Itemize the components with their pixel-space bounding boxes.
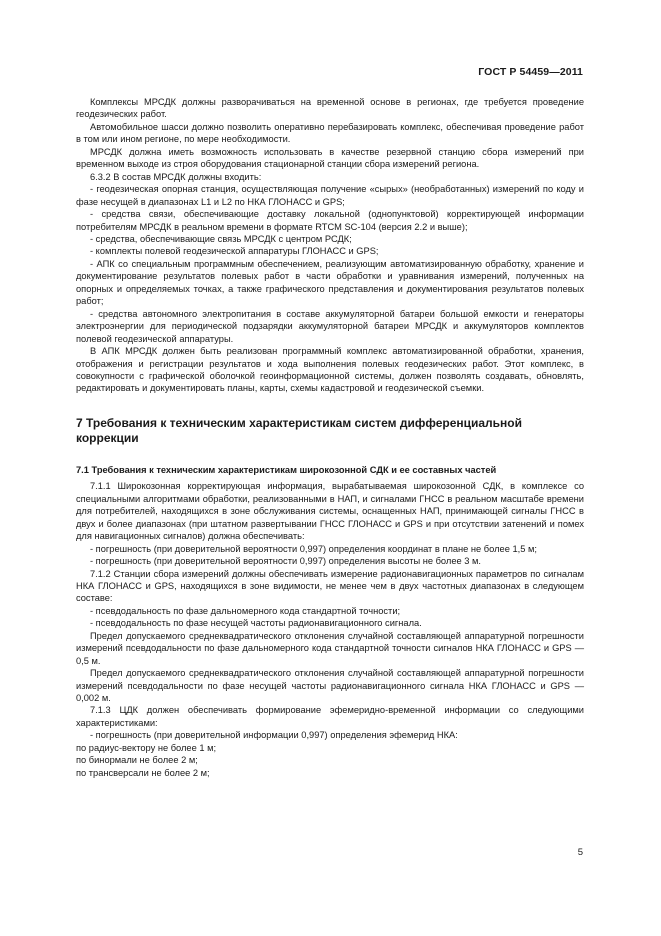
list-item: - псевдодальность по фазе несущей частоты радионавигационного сигнала. bbox=[90, 618, 422, 629]
list-item: - АПК со специальным программным обеспечением, реализующим автоматизированную обработку, хранение и документирование результатов полевых работ в части обработки и уравнивания измерений, полученных на опорных и определяемых точках, а также графического представления и документирования результатов полевых работ; bbox=[76, 258, 584, 307]
list-item: - средства автономного электропитания в составе аккумуляторной батареи большой емкости и генераторы электроэнергии для периодической подзарядки аккумуляторной батареи МРСДК и аккумуляторов комплектов полевой геодезической аппаратуры. bbox=[76, 308, 584, 344]
list-item: - погрешность (при доверительной информации 0,997) определения эфемерид НКА: bbox=[90, 730, 458, 741]
list-item: по бинормали не более 2 м; bbox=[76, 755, 198, 766]
paragraph: Автомобильное шасси должно позволить оперативно перебазировать комплекс, обеспечивая проведение работ в том или ином регионе, по мере необходимости. bbox=[76, 121, 584, 145]
clause-7-1-3: 7.1.3 ЦДК должен обеспечивать формирование эфемеридно-временной информации со следующими характеристиками: bbox=[76, 705, 584, 728]
list-item: по радиус-вектору не более 1 м; bbox=[76, 742, 217, 753]
paragraph: Комплексы МРСДК должны разворачиваться на временной основе в регионах, где требуется проведение геодезических работ. bbox=[76, 97, 584, 120]
document-body bbox=[76, 96, 584, 779]
list-item: - средства связи, обеспечивающие доставку локальной (однопунктовой) корректирующей информации потребителям МРСДК в реальном времени в формате RTCM SC-104 (версия 2.2 и выше); bbox=[76, 209, 584, 232]
paragraph: МРСДК должна иметь возможность использовать в качестве резервной станцию сбора измерений при временном выходе из строя оборудования стационарной станции сбора измерений региона. bbox=[76, 146, 584, 170]
paragraph: Предел допускаемого среднеквадратического отклонения случайной составляющей аппаратурной погрешности измерений псевдодальности по фазе дальномерного кода стандартной точности сигналов НКА ГЛОНАСС и GPS — 0,5 м. bbox=[76, 630, 584, 666]
paragraph: Предел допускаемого среднеквадратического отклонения случайной составляющей аппаратурной погрешности измерений псевдодальности по фазе несущей частоты радионавигационного сигнала НКА ГЛОНАСС и GPS — 0,002 м. bbox=[76, 668, 584, 704]
list-item: - средства, обеспечивающие связь МРСДК с центром РСДК; bbox=[90, 233, 352, 244]
list-item: по трансверсали не более 2 м; bbox=[76, 767, 210, 778]
section-7-heading: 7 Требования к техническим характеристикам систем дифференциальной коррекции bbox=[76, 415, 523, 446]
document-code: ГОСТ Р 54459—2011 bbox=[478, 66, 583, 78]
clause-7-1-2: 7.1.2 Станции сбора измерений должны обеспечивать измерение радионавигационных параметров по сигналам НКА ГЛОНАСС и GPS, находящихся в зоне видимости, не менее чем в двух частотных диапазонах в следующем составе: bbox=[76, 568, 584, 604]
subsection-7-1-heading: 7.1 Требования к техническим характеристикам широкозонной СДК и ее составных частей bbox=[76, 464, 497, 475]
clause-7-1-1: 7.1.1 Широкозонная корректирующая информация, вырабатываемая широкозонной СДК, в комплексе со специальными алгоритмами обработки, реализованными в НАП, и сигналами ГНСС в реальном масштабе времени для потребителей, находящихся в зоне обслуживания системы, оснащенных НАП, принимающей сигналы ГНСС в двух и более диапазонах (при штатном развертывании ГНСС ГЛОНАСС и GPS и при отсутствии затенений и помех для навигационных сигналов) должна обеспечивать: bbox=[76, 481, 584, 542]
paragraph: В АПК МРСДК должен быть реализован программный комплекс автоматизированной обработки, хранения, отображения и регистрации результатов и хода выполнения полевых геодезических работ. Этот комплекс, в совокупности с графической оболочкой геоинформационной системы, должен позволять создавать, обновлять, редактировать и документировать планы, карты, схемы кадастровой и геодезической съемки. bbox=[76, 346, 584, 394]
page-number: 5 bbox=[577, 847, 583, 858]
list-item: - погрешность (при доверительной вероятности 0,997) определения высоты не более 3 м. bbox=[90, 556, 481, 567]
list-item: - геодезическая опорная станция, осуществляющая получение «сырых» (необработанных) измерений по коду и фазе несущей в диапазонах L1 и L2 по НКА ГЛОНАСС и GPS; bbox=[76, 184, 584, 207]
list-item: - погрешность (при доверительной вероятности 0,997) определения координат в плане не более 1,5 м; bbox=[90, 543, 537, 554]
list-item: - псевдодальность по фазе дальномерного кода стандартной точности; bbox=[90, 605, 401, 616]
clause-6-3-2: 6.3.2 В состав МРСДК должны входить: bbox=[90, 171, 262, 182]
list-item: - комплекты полевой геодезической аппаратуры ГЛОНАСС и GPS; bbox=[90, 246, 379, 257]
